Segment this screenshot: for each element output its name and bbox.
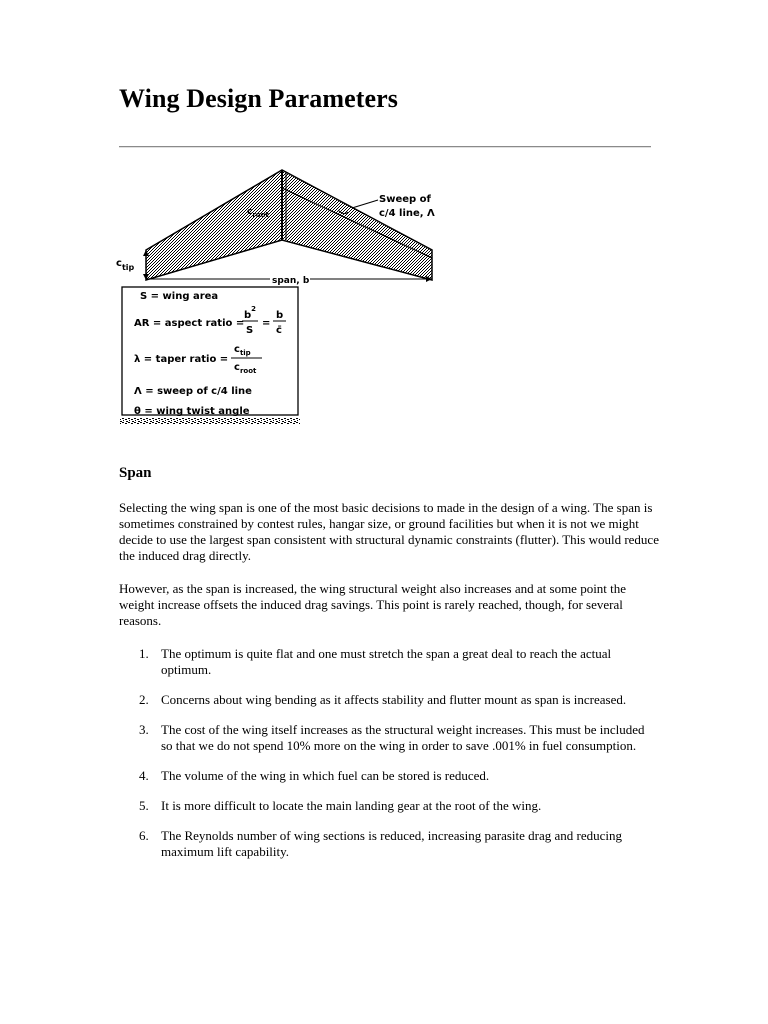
ar-frac1-den: S	[246, 325, 254, 336]
list-item-text: The optimum is quite flat and one must stretch the span a great deal to reach the actual optimum.	[161, 646, 612, 677]
list-item-text: The cost of the wing itself increases as the structural weight increases. This must be included so that we do not spend 10% more on the wing in order to save .001% in fuel consumption.	[161, 722, 645, 753]
wing-planform	[146, 170, 432, 280]
list-item-number: 6.	[139, 828, 149, 843]
ar-frac2-den: c̄	[276, 325, 282, 336]
paragraph-span-intro: Selecting the wing span is one of the most basic decisions to made in the design of a wing. The span is sometimes constrained by contest rules, hangar size, or ground facilities but when it is not we might decide to use the largest span consistent with structural dynamic constraints (flutter). This would reduce the induced drag directly.	[119, 500, 659, 563]
list-item	[119, 798, 659, 814]
section-heading-span: Span	[119, 465, 152, 481]
ar-frac2-num: b	[276, 310, 284, 321]
sweep-label-line2: c/4 line, Λ	[379, 208, 435, 219]
horizontal-rule	[119, 146, 651, 148]
list-item-number: 3.	[139, 722, 149, 737]
ar-equals: =	[262, 318, 271, 329]
scan-artifact-strip	[120, 418, 300, 424]
list-item	[119, 828, 659, 860]
list-item-number: 1.	[139, 646, 149, 661]
span-label: span, b	[272, 276, 310, 286]
reasons-list	[119, 646, 659, 874]
ar-frac1-num: $b^2$	[244, 305, 257, 321]
list-item	[119, 768, 659, 784]
list-item-text: It is more difficult to locate the main landing gear at the root of the wing.	[161, 798, 542, 813]
c-root-label: $c_{root}$	[247, 207, 269, 219]
list-item	[119, 722, 659, 754]
sweep-leader	[352, 200, 378, 208]
list-item-number: 2.	[139, 692, 149, 707]
legend-aspect-ratio: AR = aspect ratio =	[134, 318, 245, 329]
list-item	[119, 646, 659, 678]
sweep-label-line1: Sweep of	[379, 194, 431, 205]
paragraph-span-tradeoff: However, as the span is increased, the wing structural weight also increases and at some point the weight increase offsets the induced drag savings. This point is rarely reached, though, for several reasons.	[119, 581, 627, 628]
list-item-number: 5.	[139, 798, 149, 813]
legend-twist: θ = wing twist angle	[134, 406, 250, 417]
taper-num: $c_{tip}$	[234, 344, 251, 357]
wing-diagram	[116, 162, 438, 428]
legend-area: S = wing area	[140, 291, 219, 302]
list-item-text: The volume of the wing in which fuel can be stored is reduced.	[161, 768, 490, 783]
list-item-text: The Reynolds number of wing sections is reduced, increasing parasite drag and reducing maximum lift capability.	[161, 828, 622, 859]
list-item-text: Concerns about wing bending as it affects stability and flutter mount as span is increased.	[161, 692, 627, 707]
legend-sweep: Λ = sweep of c/4 line	[134, 386, 252, 397]
legend-taper-ratio: λ = taper ratio =	[134, 354, 229, 365]
page-title: Wing Design Parameters	[119, 84, 399, 113]
list-item	[119, 692, 659, 708]
wing-diagram-figure	[116, 162, 438, 428]
list-item-number: 4.	[139, 768, 149, 783]
c-tip-label: $c_{tip}$	[116, 258, 135, 272]
taper-den: $c_{root}$	[234, 362, 257, 375]
